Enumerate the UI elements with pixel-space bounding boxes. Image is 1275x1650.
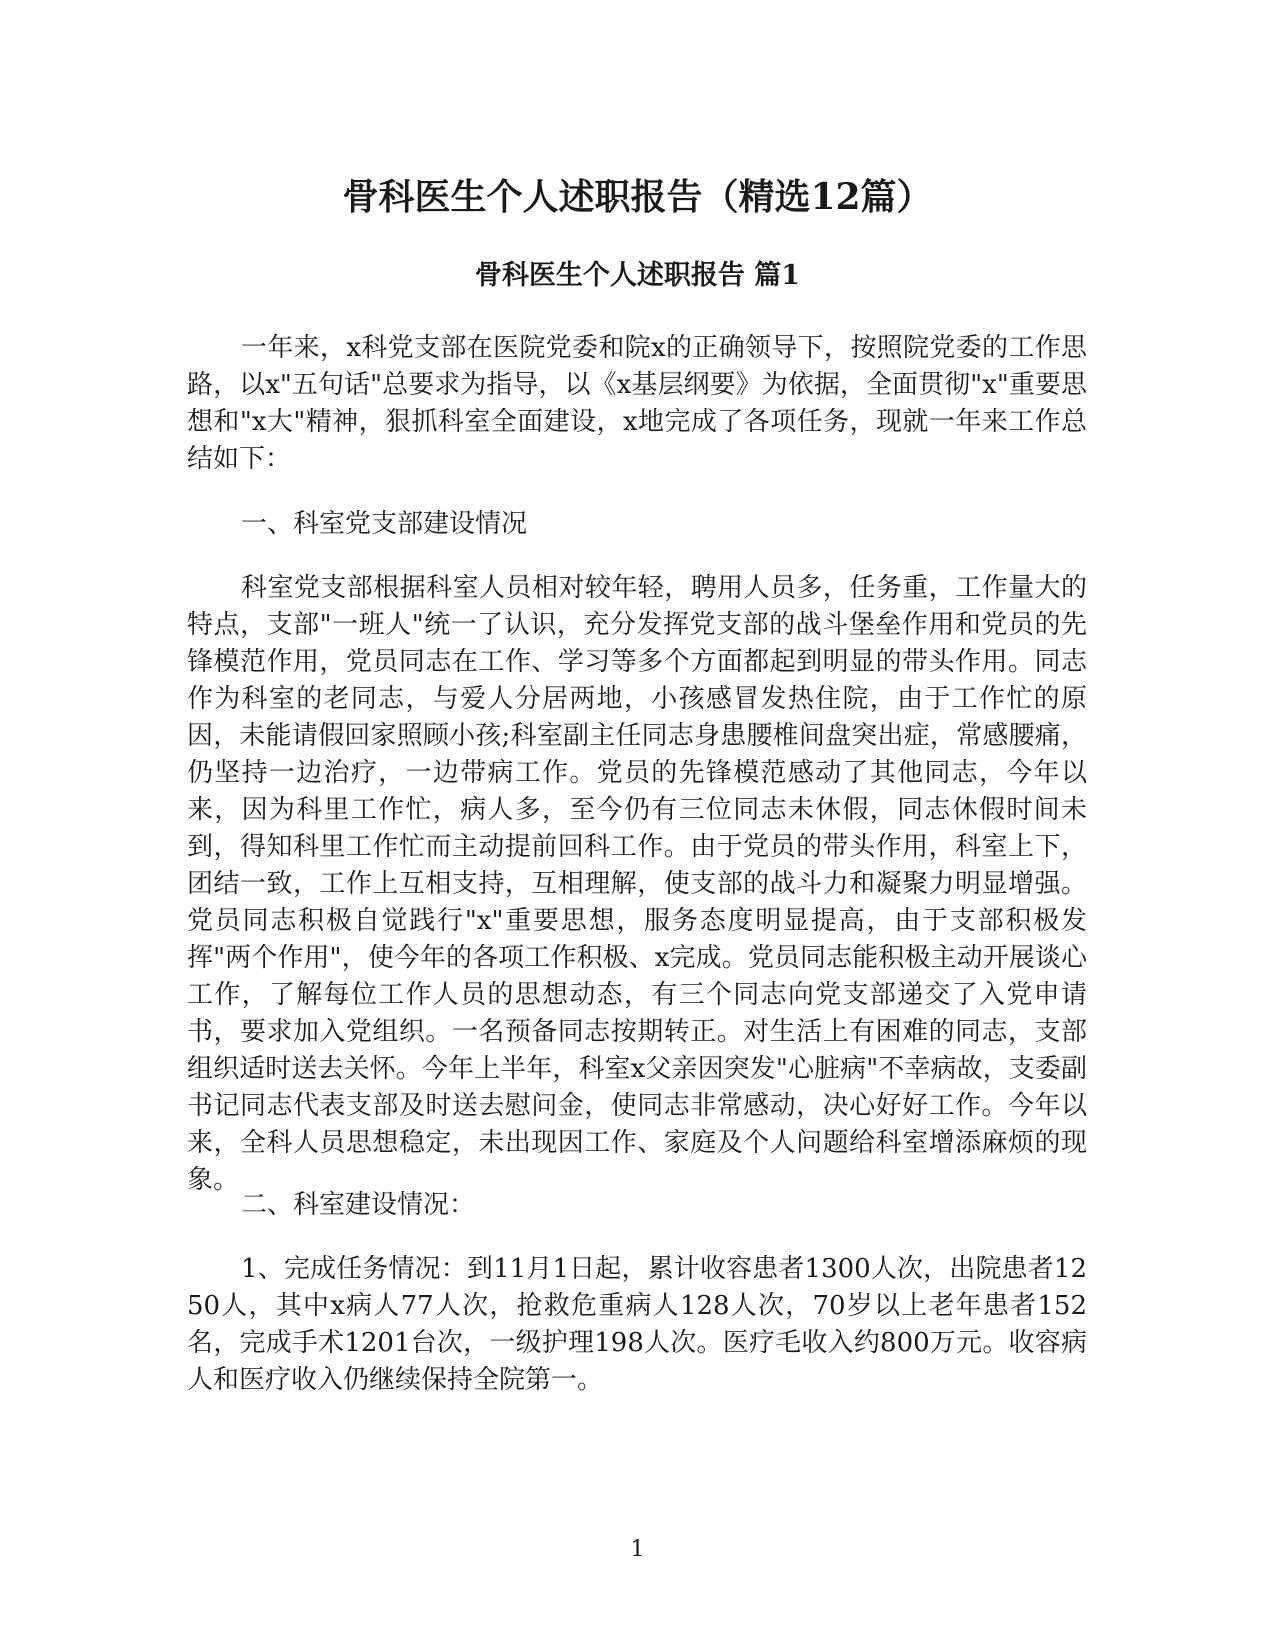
paragraph-task-completion: 1、完成任务情况：到11月1日起，累计收容患者1300人次，出院患者1250人，其中x病人77人次，抢救危重病人128人次，70岁以上老年患者152名，完成手术1201台次，一级护理198人次。医疗毛收入约800万元。收容病人和医疗收入仍继续保持全院第一。	[187, 1254, 1087, 1395]
paragraph-intro: 一年来，x科党支部在医院党委和院x的正确领导下，按照院党委的工作思路，以x"五句话"总要求为指导，以《x基层纲要》为依据，全面贯彻"x"重要思想和"x大"精神，狠抓科室全面建设，x地完成了各项任务，现就一年来工作总结如下：	[187, 333, 1087, 474]
paragraph-party-branch: 科室党支部根据科室人员相对较年轻，聘用人员多，任务重，工作量大的特点，支部"一班人"统一了认识，充分发挥党支部的战斗堡垒作用和党员的先锋模范作用，党员同志在工作、学习等多个方面都起到明显的带头作用。同志作为科室的老同志，与爱人分居两地，小孩感冒发热住院，由于工作忙的原因，未能请假回家照顾小孩;科室副主任同志身患腰椎间盘突出症，常感腰痛，仍坚持一边治疗，一边带病工作。党员的先锋模范感动了其他同志，今年以来，因为科里工作忙，病人多，至今仍有三位同志未休假，同志休假时间未到，得知科里工作忙而主动提前回科工作。由于党员的带头作用，科室上下，团结一致，工作上互相支持，互相理解，使支部的战斗力和凝聚力明显增强。党员同志积极自觉践行"x"重要思想，服务态度明显提高，由于支部积极发挥"两个作用"，使今年的各项工作积极、x完成。党员同志能积极主动开展谈心工作，了解每位工作人员的思想动态，有三个同志向党支部递交了入党申请书，要求加入党组织。一名预备同志按期转正。对生活上有困难的同志，支部组织适时送去关怀。今年上半年，科室x父亲因突发"心脏病"不幸病故，支委副书记同志代表支部及时送去慰问金，使同志非常感动，决心好好工作。今年以来，全科人员思想稳定，未出现因工作、家庭及个人问题给科室增添麻烦的现象。	[187, 573, 1087, 1195]
heading-department-building: 二、科室建设情况：	[241, 1190, 476, 1220]
page-number: 1	[630, 1537, 645, 1562]
document-title: 骨科医生个人述职报告（精选12篇）	[342, 176, 933, 218]
section-title: 骨科医生个人述职报告 篇1	[474, 260, 801, 291]
heading-party-branch: 一、科室党支部建设情况	[241, 509, 528, 539]
